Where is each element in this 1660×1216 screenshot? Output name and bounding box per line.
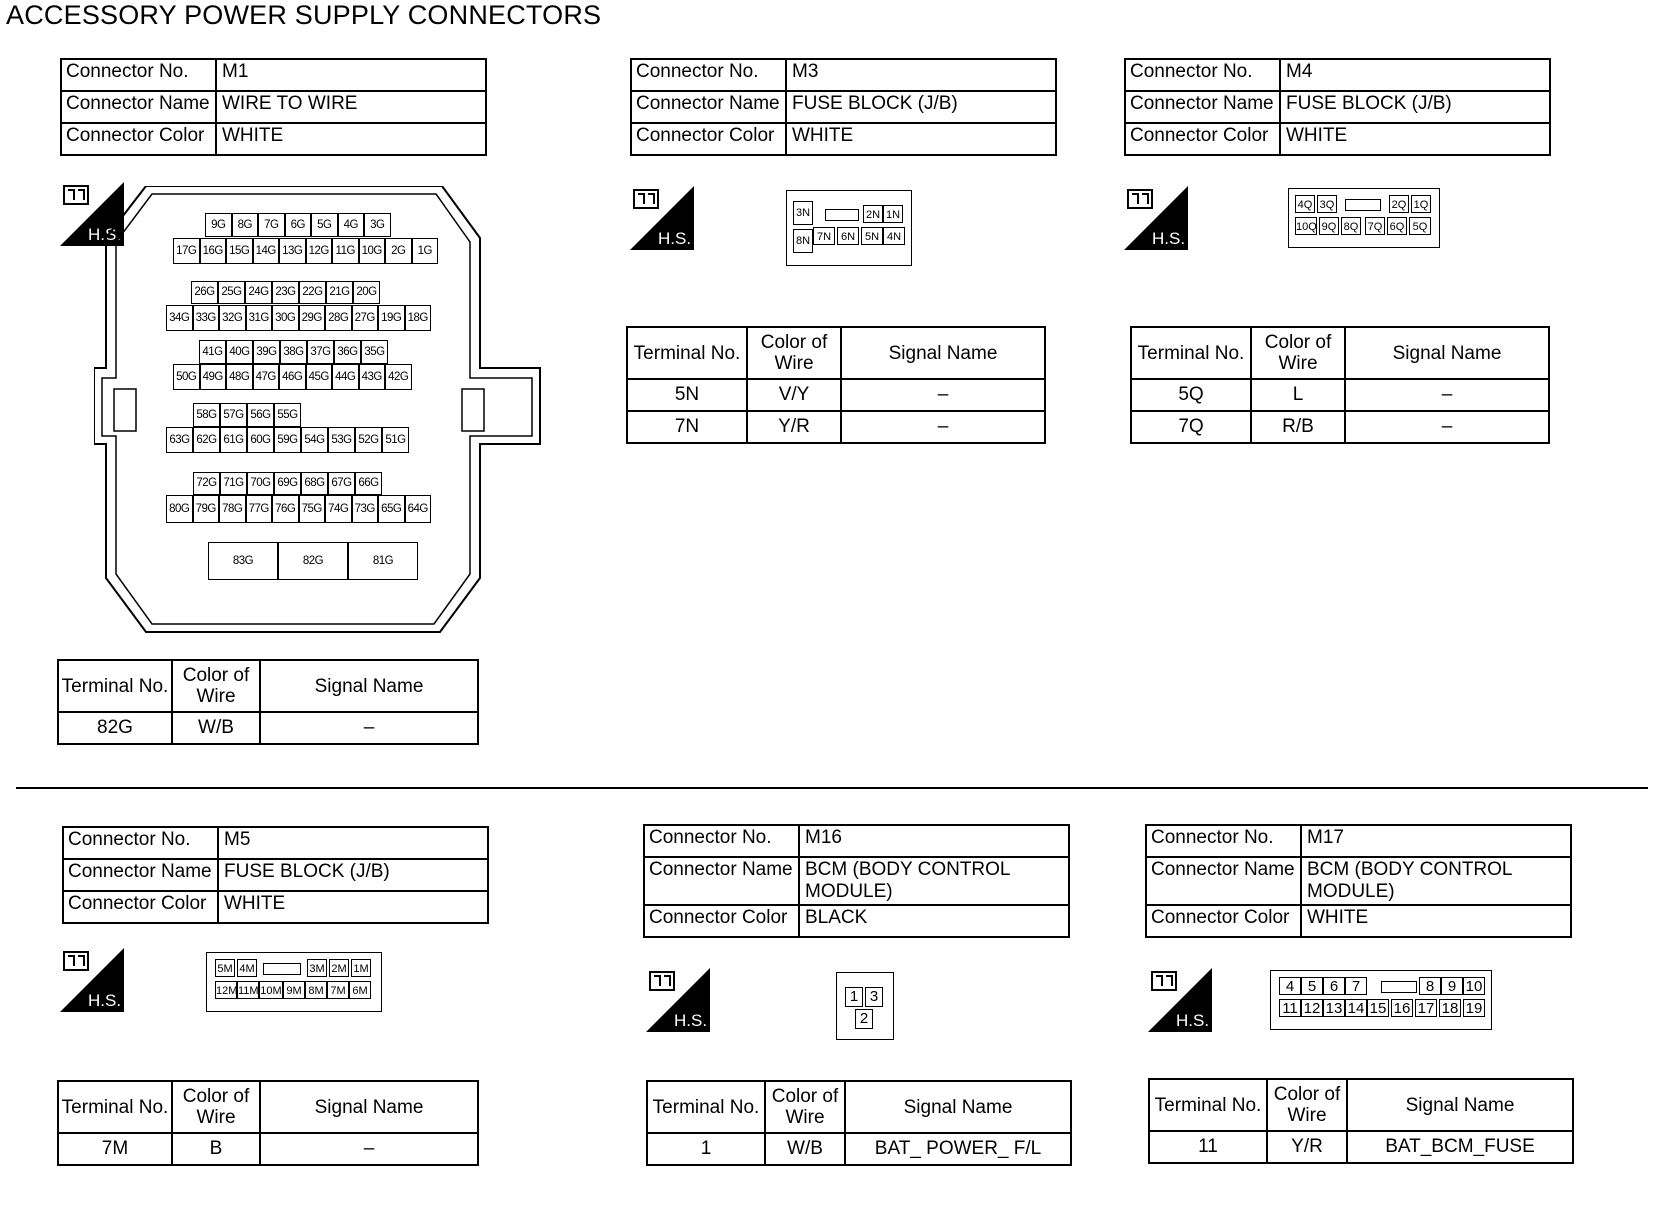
m1-pin: 71G	[220, 472, 247, 495]
pin: 11M	[237, 981, 259, 999]
m1-pin: 28G	[325, 305, 352, 331]
m1-pin: 14G	[253, 238, 280, 264]
pin: 1	[845, 987, 863, 1007]
m1-pin: 54G	[301, 427, 328, 453]
m1-pin: 69G	[274, 472, 301, 495]
header-terminal-no: Terminal No.	[58, 660, 172, 712]
header-color-of: Color of	[182, 1086, 250, 1107]
label-connector-name: Connector Name	[631, 91, 786, 123]
header-terminal-no: Terminal No.	[58, 1081, 172, 1133]
m1-pin: 30G	[272, 305, 299, 331]
m3-connector-face	[786, 190, 912, 266]
m1-pin: 75G	[299, 495, 326, 523]
wire-cell: W/B	[765, 1133, 845, 1165]
m1-pin: 43G	[359, 364, 386, 390]
pin: 2	[855, 1009, 873, 1029]
m17-connector-face	[1270, 970, 1492, 1030]
m1-pin: 49G	[200, 364, 227, 390]
m1-pin: 25G	[218, 281, 245, 304]
connector-info-m16	[643, 824, 1070, 938]
pin: 11	[1279, 999, 1301, 1017]
m1-pin: 24G	[245, 281, 272, 304]
pin: 10Q	[1295, 217, 1317, 235]
terminal-cell: 11	[1149, 1131, 1267, 1163]
connector-color-value: WHITE	[216, 123, 486, 155]
m1-pin: 41G	[199, 340, 226, 364]
connector-name-line1: BCM (BODY CONTROL	[1307, 859, 1513, 880]
m1-pin: 1G	[412, 238, 439, 264]
terminal-table-m1	[57, 659, 479, 745]
label-connector-name: Connector Name	[644, 857, 799, 905]
terminal-table-m4	[1130, 326, 1550, 444]
m5-connector-face	[206, 952, 382, 1012]
pin: 7	[1345, 977, 1367, 995]
m1-pin: 61G	[220, 427, 247, 453]
table-row	[1149, 1131, 1573, 1163]
connector-info-m1	[60, 58, 487, 156]
pin: 4N	[883, 227, 905, 245]
m1-pin: 38G	[280, 340, 307, 364]
hs-label: H.S.	[1152, 229, 1186, 248]
header-color-of-wire	[172, 660, 260, 712]
header-color-of: Color of	[760, 332, 828, 353]
connector-color-value: WHITE	[218, 891, 488, 923]
pin: 4	[1279, 977, 1301, 995]
header-wire: Wire	[1287, 1105, 1327, 1126]
m1-pin: 77G	[246, 495, 273, 523]
header-color-of-wire	[172, 1081, 260, 1133]
m1-pin: 15G	[226, 238, 253, 264]
harness-side-icon	[630, 186, 694, 250]
m1-pin: 12G	[306, 238, 333, 264]
m1-pin: 78G	[219, 495, 246, 523]
m1-pin: 6G	[285, 213, 312, 237]
pin: 4Q	[1295, 195, 1315, 213]
header-signal-name: Signal Name	[260, 1081, 478, 1133]
m1-pin: 62G	[193, 427, 220, 453]
pin: 6M	[349, 981, 371, 999]
pin: 10	[1463, 977, 1485, 995]
label-connector-color: Connector Color	[63, 891, 218, 923]
m1-pin: 64G	[405, 495, 432, 523]
m1-pin: 82G	[278, 542, 348, 580]
signal-cell: –	[260, 1133, 478, 1165]
pin: 12M	[215, 981, 237, 999]
pin: 2N	[863, 205, 883, 223]
header-signal-name: Signal Name	[1347, 1079, 1573, 1131]
m1-pin: 9G	[205, 213, 232, 237]
m1-pin: 83G	[208, 542, 278, 580]
table-row	[627, 411, 1045, 443]
pin: 5	[1301, 977, 1323, 995]
m1-pin: 50G	[173, 364, 200, 390]
m1-pin: 29G	[299, 305, 326, 331]
m1-connector-face	[94, 186, 544, 634]
connector-name-value	[799, 857, 1069, 905]
m1-pin: 10G	[359, 238, 386, 264]
header-terminal-no: Terminal No.	[1149, 1079, 1267, 1131]
m1-pin: 37G	[307, 340, 334, 364]
m1-pin: 11G	[332, 238, 359, 264]
m1-pin: 2G	[385, 238, 412, 264]
pin: 7Q	[1365, 217, 1385, 235]
connector-latch	[1345, 199, 1381, 211]
connector-latch	[825, 209, 859, 221]
harness-side-icon	[1148, 968, 1212, 1032]
hs-label: H.S.	[674, 1011, 708, 1030]
m1-pin: 65G	[378, 495, 405, 523]
terminal-table-m16	[646, 1080, 1072, 1166]
connector-info-m5	[62, 826, 489, 924]
table-row	[647, 1133, 1071, 1165]
m1-pin: 67G	[328, 472, 355, 495]
pin: 8Q	[1341, 217, 1361, 235]
m1-pin: 26G	[191, 281, 218, 304]
table-row	[627, 379, 1045, 411]
signal-cell: BAT_BCM_FUSE	[1347, 1131, 1573, 1163]
label-connector-name: Connector Name	[1146, 857, 1301, 905]
label-connector-no: Connector No.	[1146, 825, 1301, 857]
pin: 6	[1323, 977, 1345, 995]
connector-info-m4	[1124, 58, 1551, 156]
m1-pin: 32G	[219, 305, 246, 331]
terminal-cell: 7M	[58, 1133, 172, 1165]
header-signal-name: Signal Name	[1345, 327, 1549, 379]
m1-pin: 19G	[378, 305, 405, 331]
hs-label: H.S.	[88, 991, 122, 1010]
terminal-table-m17	[1148, 1078, 1574, 1164]
m1-pin: 55G	[274, 403, 301, 427]
label-connector-color: Connector Color	[61, 123, 216, 155]
pin: 9Q	[1319, 217, 1339, 235]
connector-name-value: FUSE BLOCK (J/B)	[1280, 91, 1550, 123]
header-color-of-wire	[765, 1081, 845, 1133]
header-color-of-wire	[1251, 327, 1345, 379]
header-terminal-no: Terminal No.	[647, 1081, 765, 1133]
connector-name-value: FUSE BLOCK (J/B)	[218, 859, 488, 891]
header-wire: Wire	[196, 686, 236, 707]
page-title: ACCESSORY POWER SUPPLY CONNECTORS	[6, 0, 602, 30]
pin: 8N	[793, 229, 813, 253]
pin: 16	[1391, 999, 1413, 1017]
m1-pin: 3G	[364, 213, 391, 237]
pin: 3Q	[1317, 195, 1337, 213]
table-row	[1131, 379, 1549, 411]
m1-pin: 34G	[166, 305, 193, 331]
pin: 3N	[793, 201, 813, 225]
connector-name-value: FUSE BLOCK (J/B)	[786, 91, 1056, 123]
m1-pin: 59G	[274, 427, 301, 453]
connector-name-line1: BCM (BODY CONTROL	[805, 859, 1011, 880]
header-wire: Wire	[774, 353, 814, 374]
terminal-cell: 7Q	[1131, 411, 1251, 443]
pin: 3	[865, 987, 883, 1007]
terminal-cell: 82G	[58, 712, 172, 744]
header-signal-name: Signal Name	[845, 1081, 1071, 1133]
m1-pin: 40G	[226, 340, 253, 364]
connector-no-value: M16	[799, 825, 1069, 857]
signal-cell: –	[260, 712, 478, 744]
label-connector-color: Connector Color	[1125, 123, 1280, 155]
terminal-cell: 5N	[627, 379, 747, 411]
m1-pin: 53G	[328, 427, 355, 453]
pin: 18	[1439, 999, 1461, 1017]
label-connector-no: Connector No.	[644, 825, 799, 857]
m1-pin: 8G	[232, 213, 259, 237]
m1-pin: 13G	[279, 238, 306, 264]
pin: 14	[1345, 999, 1367, 1017]
m1-pin: 31G	[246, 305, 273, 331]
pin: 7M	[327, 981, 349, 999]
connector-latch	[1381, 981, 1417, 993]
m4-connector-face	[1288, 188, 1440, 248]
harness-side-icon	[60, 948, 124, 1012]
m1-pin: 39G	[253, 340, 280, 364]
m1-pin: 70G	[247, 472, 274, 495]
pin: 10M	[259, 981, 283, 999]
wire-cell: R/B	[1251, 411, 1345, 443]
pin: 4M	[237, 959, 257, 977]
m1-pin: 63G	[166, 427, 193, 453]
pin: 1M	[351, 959, 371, 977]
label-connector-color: Connector Color	[1146, 905, 1301, 937]
signal-cell: –	[841, 411, 1045, 443]
m1-pin: 45G	[306, 364, 333, 390]
pin: 2M	[329, 959, 349, 977]
m1-pin: 44G	[332, 364, 359, 390]
wire-cell: Y/R	[1267, 1131, 1347, 1163]
pin: 8M	[305, 981, 327, 999]
connector-color-value: BLACK	[799, 905, 1069, 937]
m1-pin: 80G	[166, 495, 193, 523]
pin: 5Q	[1409, 217, 1431, 235]
pin: 2Q	[1389, 195, 1409, 213]
table-row	[58, 712, 478, 744]
label-connector-no: Connector No.	[63, 827, 218, 859]
pin: 12	[1301, 999, 1323, 1017]
header-color-of: Color of	[1264, 332, 1332, 353]
connector-info-m3	[630, 58, 1057, 156]
header-terminal-no: Terminal No.	[627, 327, 747, 379]
header-color-of: Color of	[1273, 1084, 1341, 1105]
wire-cell: B	[172, 1133, 260, 1165]
connector-latch	[263, 963, 301, 975]
pin: 8	[1419, 977, 1441, 995]
m1-pin: 81G	[348, 542, 418, 580]
m1-pin: 4G	[338, 213, 365, 237]
m1-pin: 68G	[301, 472, 328, 495]
m1-pin: 52G	[355, 427, 382, 453]
wire-cell: Y/R	[747, 411, 841, 443]
m1-pin: 21G	[326, 281, 353, 304]
signal-cell: –	[1345, 379, 1549, 411]
label-connector-no: Connector No.	[631, 59, 786, 91]
connector-name-value	[1301, 857, 1571, 905]
label-connector-no: Connector No.	[1125, 59, 1280, 91]
m1-pin: 56G	[247, 403, 274, 427]
m1-pin: 5G	[311, 213, 338, 237]
connector-no-value: M17	[1301, 825, 1571, 857]
header-terminal-no: Terminal No.	[1131, 327, 1251, 379]
pin: 5N	[861, 227, 883, 245]
pin: 17	[1415, 999, 1437, 1017]
header-color-of-wire	[1267, 1079, 1347, 1131]
connector-no-value: M5	[218, 827, 488, 859]
m1-pin: 16G	[200, 238, 227, 264]
pin: 5M	[215, 959, 235, 977]
header-color-of: Color of	[771, 1086, 839, 1107]
pin: 9M	[283, 981, 305, 999]
header-signal-name: Signal Name	[260, 660, 478, 712]
label-connector-no: Connector No.	[61, 59, 216, 91]
hs-label: H.S.	[1176, 1011, 1210, 1030]
connector-color-value: WHITE	[1280, 123, 1550, 155]
pin: 3M	[307, 959, 327, 977]
m1-pin: 17G	[173, 238, 200, 264]
pin: 15	[1367, 999, 1389, 1017]
signal-cell: –	[1345, 411, 1549, 443]
connector-no-value: M3	[786, 59, 1056, 91]
harness-side-icon	[1124, 186, 1188, 250]
m1-pin: 72G	[193, 472, 220, 495]
label-connector-color: Connector Color	[644, 905, 799, 937]
m1-pin: 23G	[272, 281, 299, 304]
m1-pin: 7G	[258, 213, 285, 237]
m1-pin: 42G	[385, 364, 412, 390]
wire-cell: V/Y	[747, 379, 841, 411]
label-connector-name: Connector Name	[1125, 91, 1280, 123]
pin: 1Q	[1411, 195, 1431, 213]
connector-color-value: WHITE	[786, 123, 1056, 155]
m1-pin: 20G	[353, 281, 380, 304]
m1-pin: 27G	[352, 305, 379, 331]
pin: 7N	[813, 227, 835, 245]
wire-cell: L	[1251, 379, 1345, 411]
wire-cell: W/B	[172, 712, 260, 744]
m1-pin: 47G	[253, 364, 280, 390]
m1-pin: 76G	[272, 495, 299, 523]
terminal-table-m3	[626, 326, 1046, 444]
table-row	[58, 1133, 478, 1165]
m1-pin: 33G	[193, 305, 220, 331]
header-color-of-wire	[747, 327, 841, 379]
m1-pin: 73G	[352, 495, 379, 523]
pin: 19	[1463, 999, 1485, 1017]
label-connector-color: Connector Color	[631, 123, 786, 155]
label-connector-name: Connector Name	[63, 859, 218, 891]
m1-pin: 57G	[220, 403, 247, 427]
m1-pin: 79G	[193, 495, 220, 523]
m1-pin: 18G	[405, 305, 432, 331]
label-connector-name: Connector Name	[61, 91, 216, 123]
terminal-cell: 5Q	[1131, 379, 1251, 411]
terminal-cell: 1	[647, 1133, 765, 1165]
m1-pin: 58G	[193, 403, 220, 427]
signal-cell: –	[841, 379, 1045, 411]
m1-pin: 60G	[247, 427, 274, 453]
hs-label: H.S.	[658, 229, 692, 248]
m1-pin: 35G	[361, 340, 388, 364]
pin: 13	[1323, 999, 1345, 1017]
connector-no-value: M4	[1280, 59, 1550, 91]
connector-name-line2: MODULE)	[805, 881, 893, 902]
pin: 6Q	[1387, 217, 1407, 235]
section-divider	[16, 787, 1648, 789]
m1-pin: 22G	[299, 281, 326, 304]
signal-cell: BAT_ POWER_ F/L	[845, 1133, 1071, 1165]
m1-pin: 51G	[382, 427, 409, 453]
m1-pin: 66G	[355, 472, 382, 495]
connector-name-value: WIRE TO WIRE	[216, 91, 486, 123]
header-wire: Wire	[785, 1107, 825, 1128]
terminal-table-m5	[57, 1080, 479, 1166]
hs-label: H.S.	[88, 225, 122, 244]
pin: 6N	[837, 227, 859, 245]
connector-color-value: WHITE	[1301, 905, 1571, 937]
table-row	[1131, 411, 1549, 443]
pin: 9	[1441, 977, 1463, 995]
m1-pin: 36G	[334, 340, 361, 364]
m1-pin: 48G	[226, 364, 253, 390]
pin: 1N	[883, 205, 903, 223]
header-signal-name: Signal Name	[841, 327, 1045, 379]
terminal-cell: 7N	[627, 411, 747, 443]
header-color-of: Color of	[182, 665, 250, 686]
m16-connector-face	[836, 972, 894, 1040]
header-wire: Wire	[196, 1107, 236, 1128]
m1-pin: 74G	[325, 495, 352, 523]
header-wire: Wire	[1278, 353, 1318, 374]
connector-no-value: M1	[216, 59, 486, 91]
m1-pin: 46G	[279, 364, 306, 390]
connector-info-m17	[1145, 824, 1572, 938]
connector-name-line2: MODULE)	[1307, 881, 1395, 902]
harness-side-icon	[646, 968, 710, 1032]
